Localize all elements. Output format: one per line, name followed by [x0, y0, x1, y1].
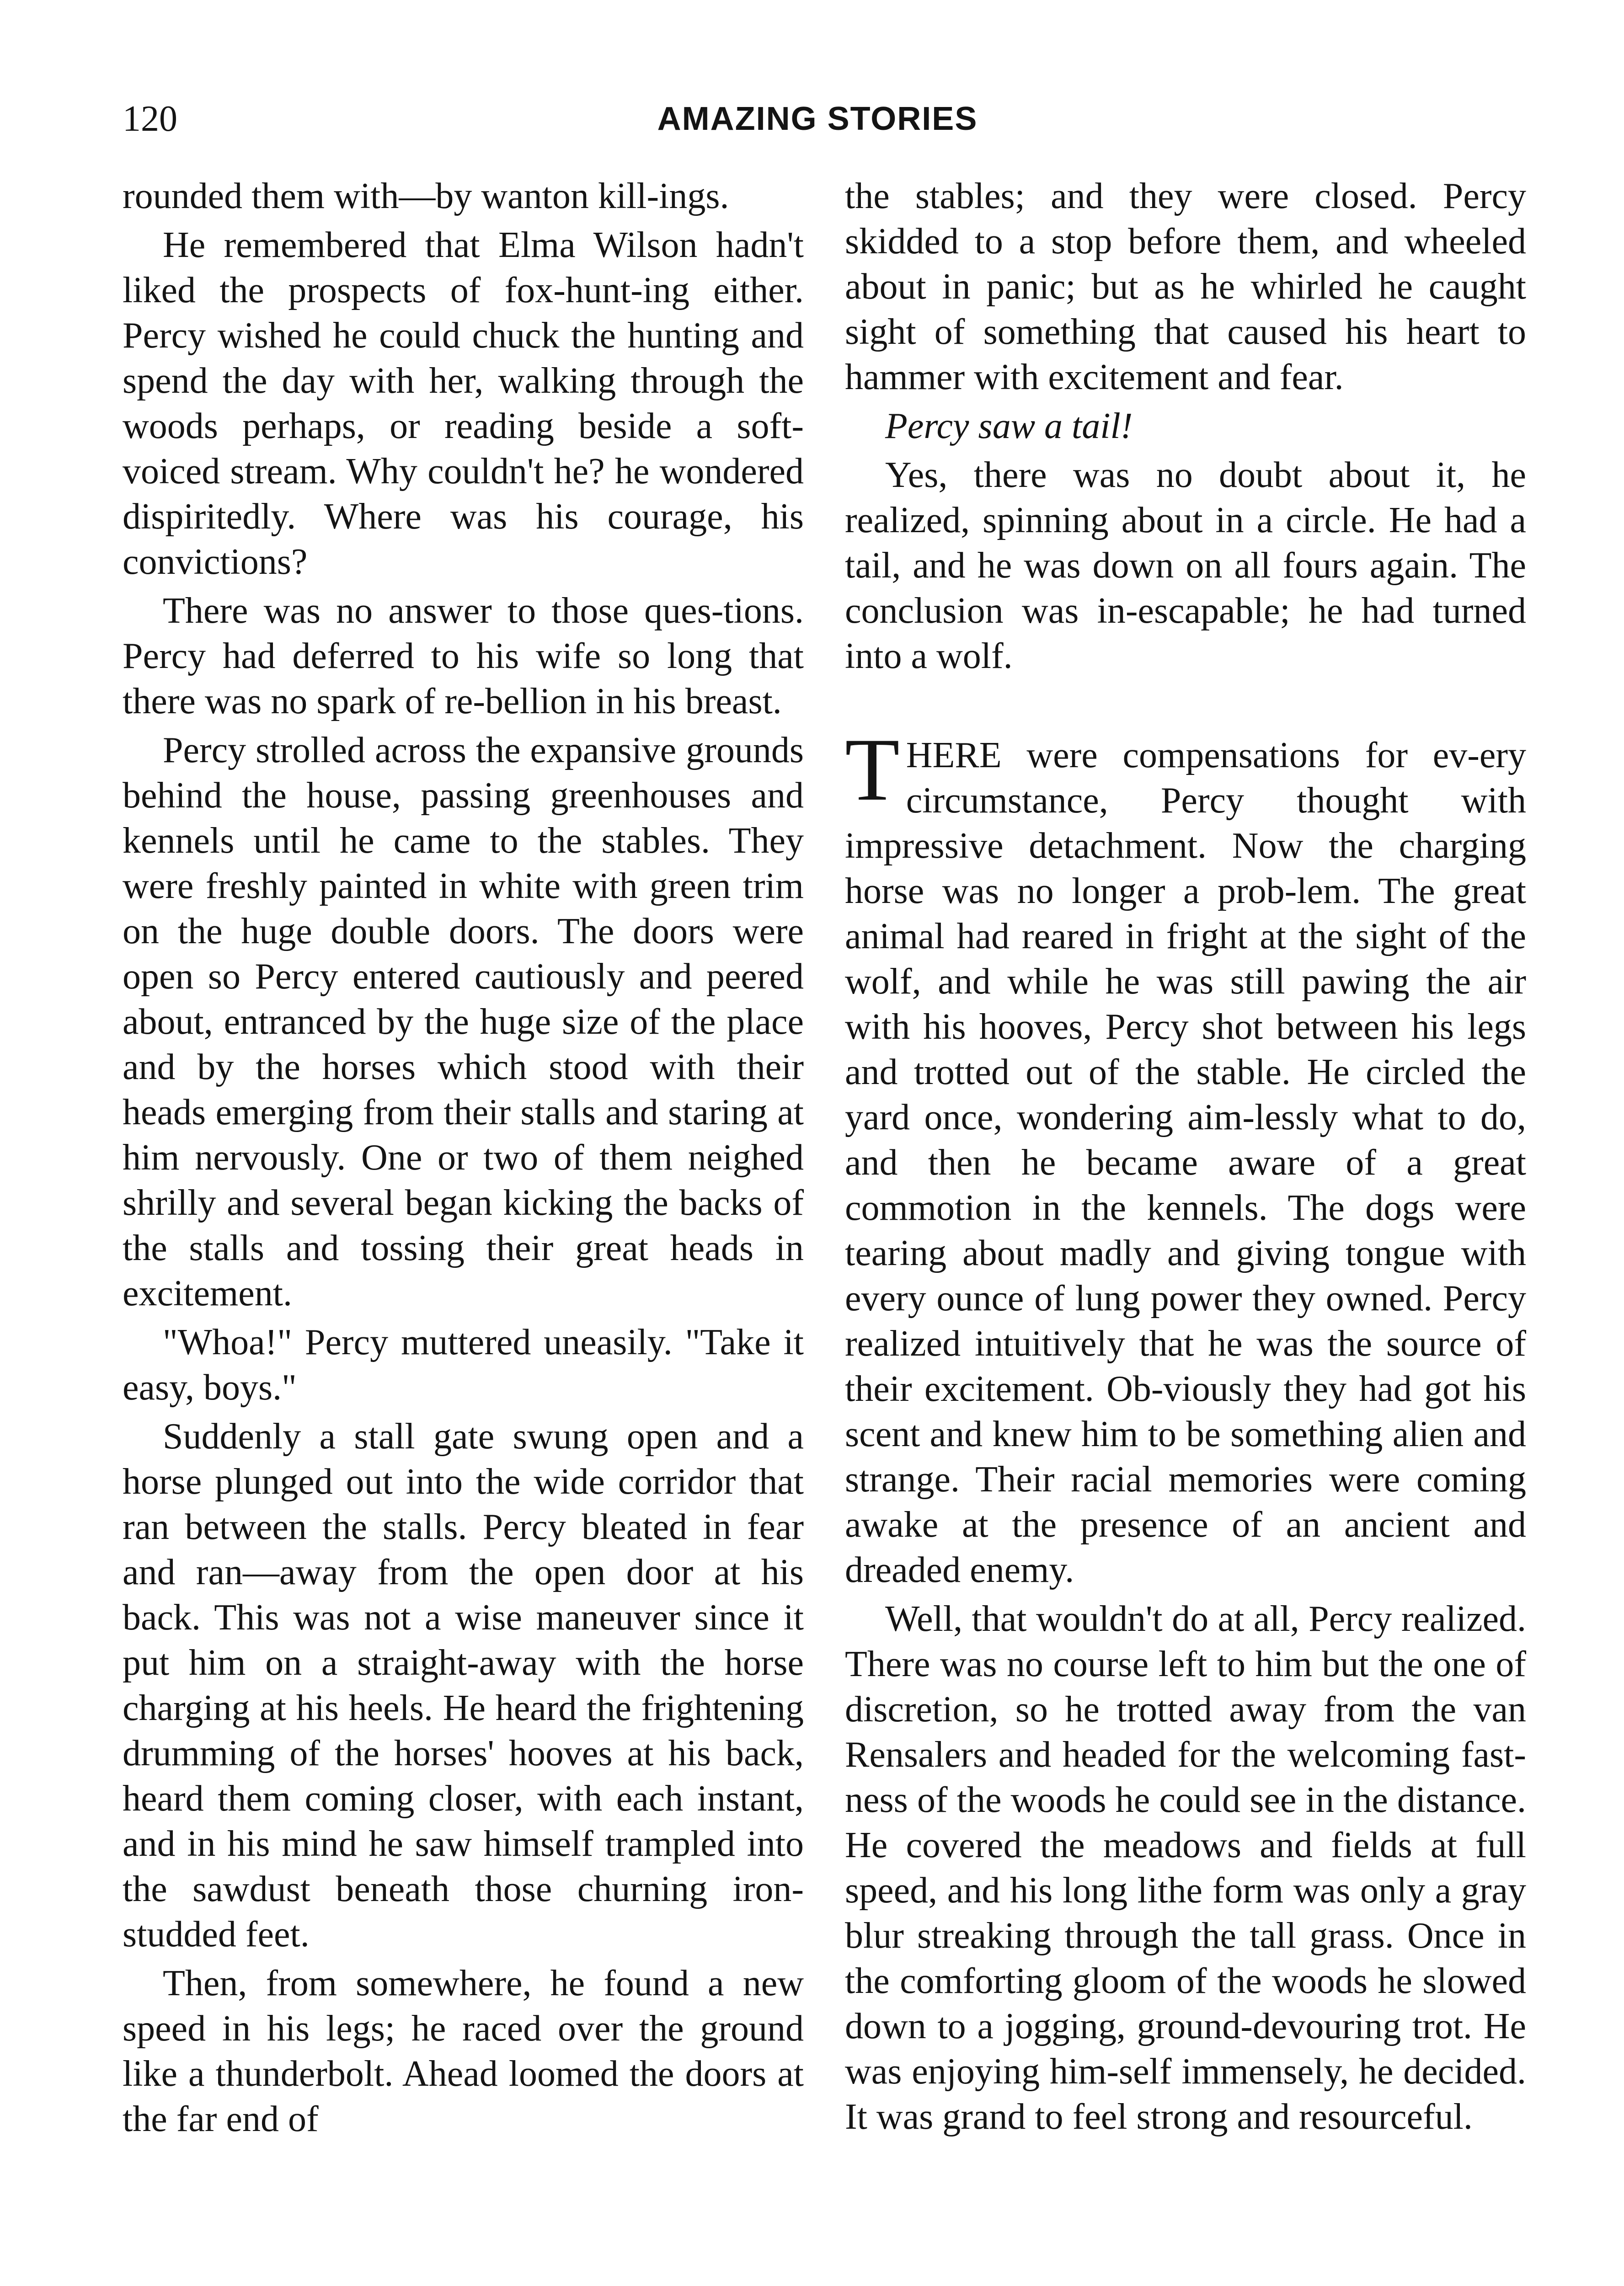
paragraph: Suddenly a stall gate swung open and a horse plunged out into the wide corridor that ran between the stalls. Percy bleated in fear and ran—away from the open door at his back. This was not a wise maneuver since it put him on a straight-away with the horse charging at his heels. He heard the frightening drumming of the horses' hooves at his back, heard them coming closer, with each instant, and in his mind he saw himself trampled into the sawdust beneath those churning iron-studded feet.	[123, 1416, 804, 1955]
section-start-paragraph	[845, 720, 1526, 1593]
magazine-title: AMAZING STORIES	[657, 101, 978, 137]
paragraph: "Whoa!" Percy muttered uneasily. "Take it easy, boys."	[123, 1322, 804, 1408]
paragraph: There was no answer to those ques-tions. Percy had deferred to his wife so long that there was no spark of re-bellion in his breast.	[123, 591, 804, 721]
paragraph: rounded them with—by wanton kill-ings.	[123, 176, 729, 216]
paragraph: the stables; and they were closed. Percy skidded to a stop before them, and wheeled about in panic; but as he whirled he caught sight of something that caused his heart to hammer with excitement and fear.	[845, 176, 1526, 397]
section-text: HERE were compensations for ev-ery circumstance, Percy thought with impressive detachment. Now the charging horse was no longer a prob-lem. The great animal had reared in fright at the sight of the wolf, and while he was still pawing the air with his hooves, Percy shot between his legs and trotted out of the stable. He circled the yard once, wondering aim-lessly what to do, and then he became aware of a great commotion in the kennels. The dogs were tearing about madly and giving tongue with every ounce of lung power they owned. Percy realized intuitively that he was the source of their excitement. Ob-viously they had got his scent and knew him to be something alien and strange. Their racial memories were coming awake at the presence of an ancient and dreaded enemy.	[845, 735, 1526, 1590]
drop-cap: T	[845, 720, 900, 819]
page-header	[123, 91, 1512, 146]
left-column	[123, 174, 804, 2146]
right-column	[845, 174, 1526, 2143]
page-number: 120	[123, 99, 177, 139]
paragraph: He remembered that Elma Wilson hadn't liked the prospects of fox-hunt-ing either. Percy wished he could chuck the hunting and spend the day with her, walking through the woods perhaps, or reading beside a soft-voiced stream. Why couldn't he? he wondered dispiritedly. Where was his courage, his convictions?	[123, 225, 804, 582]
paragraph: Percy strolled across the expansive grounds behind the house, passing greenhouses and kennels until he came to the stables. They were freshly painted in white with green trim on the huge double doors. The doors were open so Percy entered cautiously and peered about, entranced by the huge size of the place and by the horses which stood with their heads emerging from their stalls and staring at him nervously. One or two of them neighed shrilly and several began kicking the backs of the stalls and tossing their great heads in excitement.	[123, 730, 804, 1314]
paragraph: Then, from somewhere, he found a new speed in his legs; he raced over the ground like a thunderbolt. Ahead loomed the doors at the far end of	[123, 1963, 804, 2139]
italic-line: Percy saw a tail!	[885, 406, 1133, 446]
paragraph: Well, that wouldn't do at all, Percy realized. There was no course left to him but the one of discretion, so he trotted away from the van Rensalers and headed for the welcoming fast-ness of the woods he could see in the distance. He covered the meadows and fields at full speed, and his long lithe form was only a gray blur streaking through the tall grass. Once in the comforting gloom of the woods he slowed down to a jogging, ground-devouring trot. He was enjoying him-self immensely, he decided. It was grand to feel strong and resourceful.	[845, 1599, 1526, 2137]
paragraph: Yes, there was no doubt about it, he realized, spinning about in a circle. He had a tail, and he was down on all fours again. The conclusion was in-escapable; he had turned into a wolf.	[845, 455, 1526, 676]
